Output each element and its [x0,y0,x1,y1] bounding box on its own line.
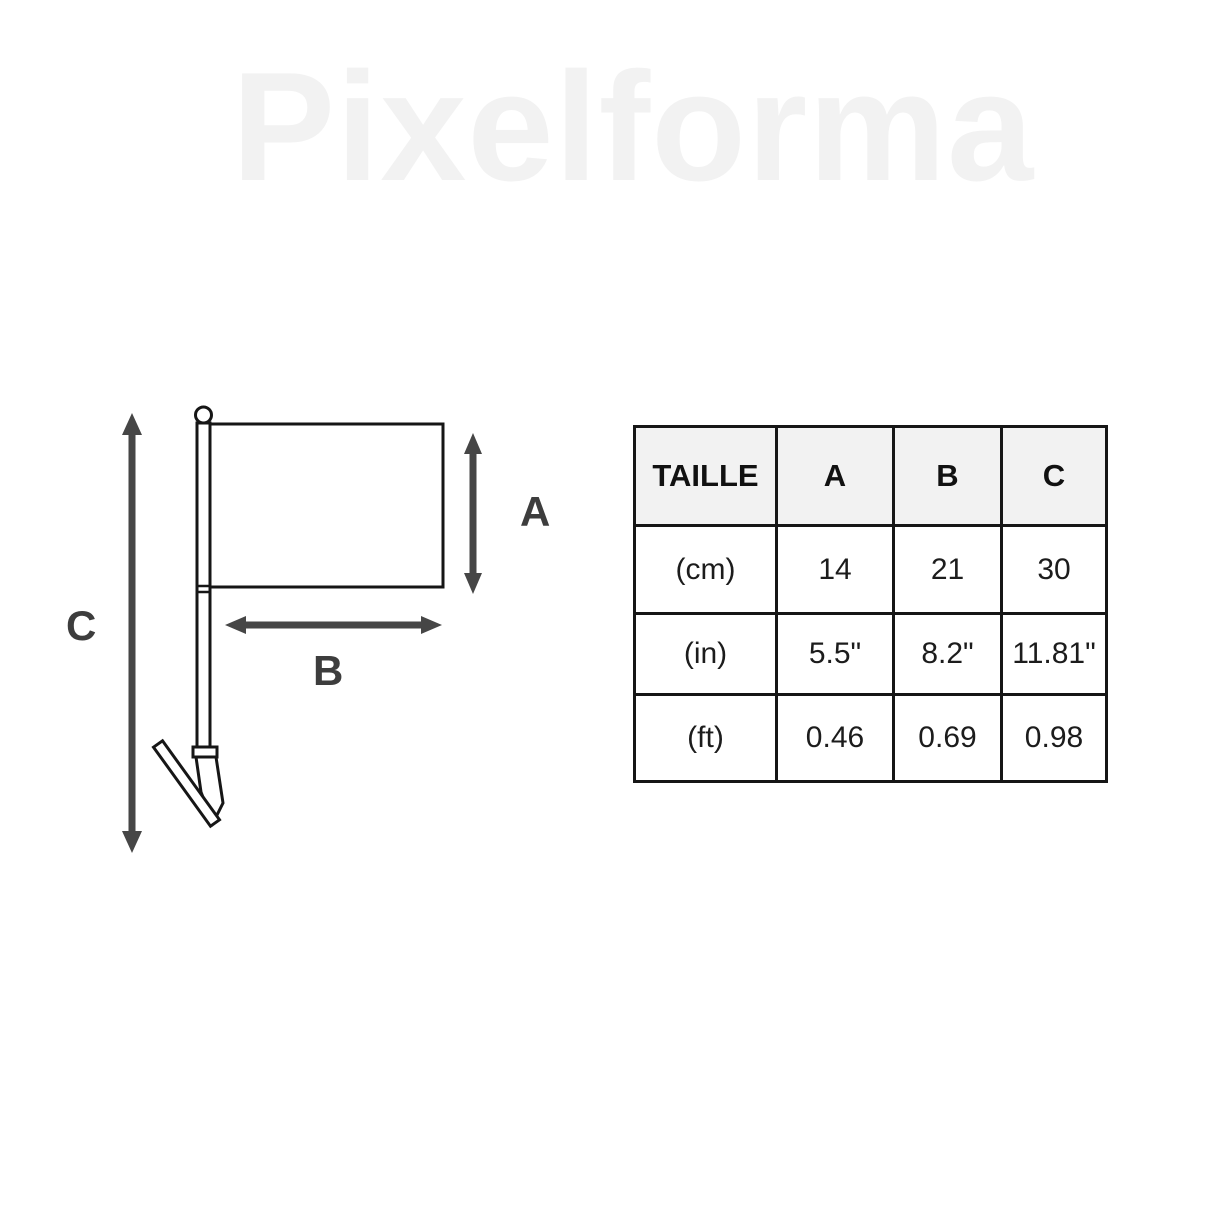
table-cell: 21 [894,526,1002,614]
table-row-in [635,614,1107,695]
size-table [633,425,1108,783]
dimension-arrow-a [464,433,482,594]
window-clip [154,741,224,826]
table-cell: 5.5" [777,614,894,695]
unit-label: (in) [635,614,777,695]
table-cell: 8.2" [894,614,1002,695]
table-row-cm [635,526,1107,614]
unit-label: (ft) [635,695,777,782]
dimension-arrow-c [122,413,142,853]
pole-ball [196,407,212,423]
dim-label-b: B [313,647,344,694]
flag-panel [210,424,443,587]
dim-label-a: A [520,488,551,535]
table-cell: 0.98 [1002,695,1107,782]
table-cell: 0.69 [894,695,1002,782]
table-header-row [635,427,1107,526]
col-header-c: C [1002,427,1107,526]
col-header-b: B [894,427,1002,526]
dimension-arrow-b [225,616,442,634]
table-cell: 11.81" [1002,614,1107,695]
unit-label: (cm) [635,526,777,614]
flag-dimension-diagram [40,380,600,880]
watermark-text: Pixelforma [231,40,1035,213]
table-cell: 14 [777,526,894,614]
dim-label-c: C [66,602,97,649]
table-cell: 30 [1002,526,1107,614]
table-cell: 0.46 [777,695,894,782]
col-header-a: A [777,427,894,526]
table-row-ft [635,695,1107,782]
col-header-taille: TAILLE [635,427,777,526]
